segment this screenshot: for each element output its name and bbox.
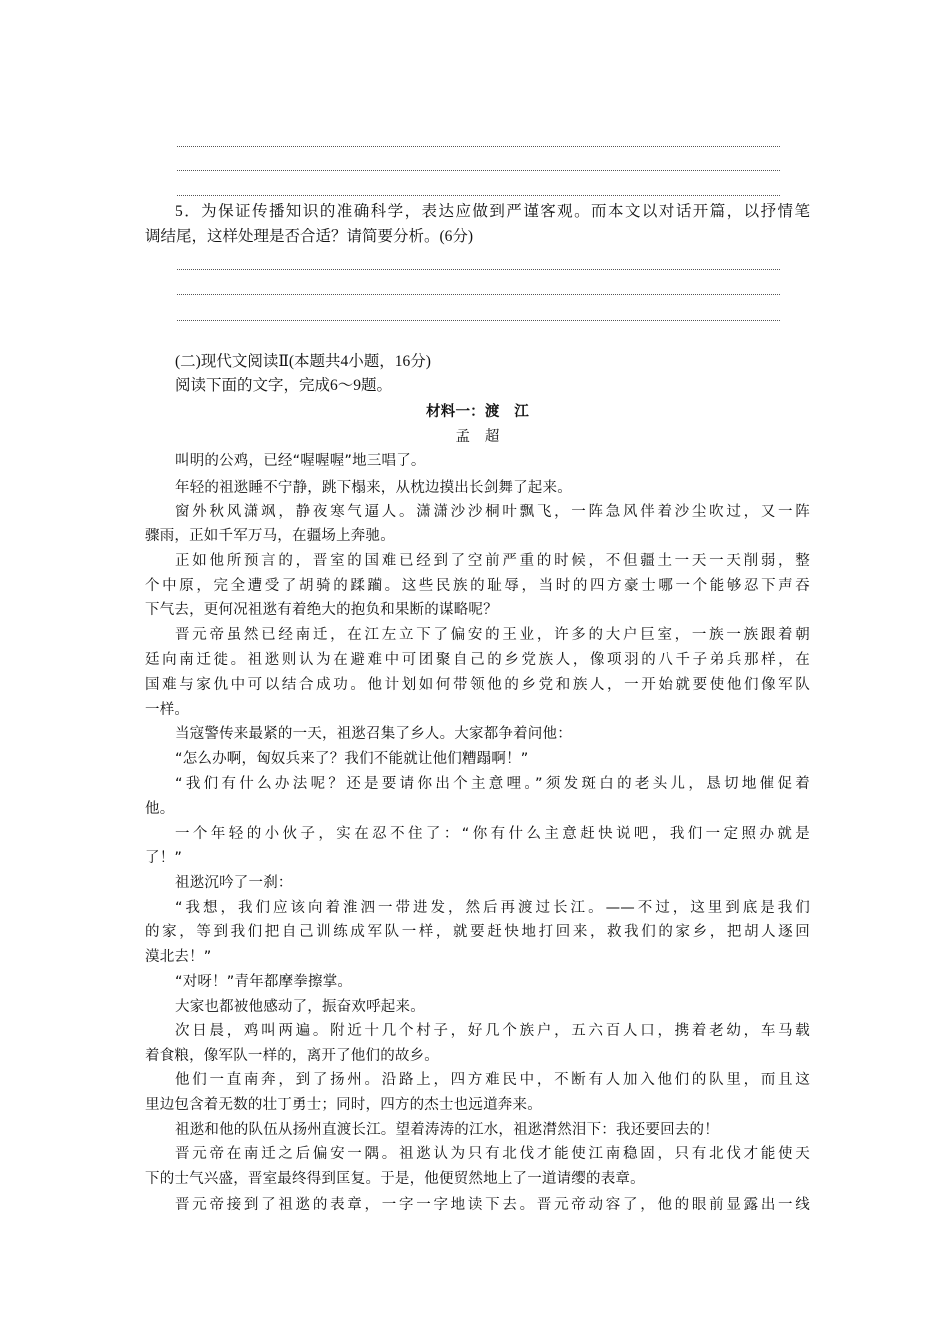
article-line: “我们有什么办法呢？还是要请你出个主意哩。”须发斑白的老头儿，恳切地催促着 bbox=[175, 776, 810, 792]
answer-line[interactable] bbox=[177, 170, 780, 171]
answer-line[interactable] bbox=[177, 269, 780, 270]
article-line: 晋元帝在南迁之后偏安一隅。祖逖认为只有北伐才能使江南稳固，只有北伐才能使天 bbox=[175, 1146, 810, 1162]
article-line: 了！” bbox=[145, 850, 183, 866]
article-line: 窗外秋风潇飒，静夜寒气逼人。潇潇沙沙桐叶飘飞，一阵急风伴着沙尘吹过，又一阵 bbox=[175, 504, 810, 520]
section-heading: (二)现代文阅读Ⅱ(本题共4小题，16分) bbox=[175, 353, 431, 370]
article-line: 骤雨，正如千军万马，在疆场上奔驰。 bbox=[145, 528, 395, 544]
article-author: 孟 超 bbox=[455, 429, 500, 445]
question-5-line-1: 5．为保证传播知识的准确科学，表达应做到严谨客观。而本文以对话开篇，以抒情笔 bbox=[175, 203, 810, 220]
article-line: “怎么办啊，匈奴兵来了？我们不能就让他们糟蹋啊！” bbox=[175, 751, 529, 767]
article-line: 叫明的公鸡，已经“喔喔喔”地三唱了。 bbox=[175, 453, 426, 469]
article-line: 祖逖和他的队伍从扬州直渡长江。望着涛涛的江水，祖逖潸然泪下：我还要回去的！ bbox=[175, 1122, 719, 1138]
article-line: 次日晨，鸡叫两遍。附近十几个村子，好几个族户，五六百人口，携着老幼，车马载 bbox=[175, 1023, 810, 1039]
article-title: 材料一：渡 江 bbox=[426, 404, 529, 420]
question-5-line-2: 调结尾，这样处理是否合适？请简要分析。(6分) bbox=[145, 228, 474, 245]
article-line: 祖逖沉吟了一刹： bbox=[175, 875, 293, 891]
article-line: 他们一直南奔，到了扬州。沿路上，四方难民中，不断有人加入他们的队里，而且这 bbox=[175, 1072, 810, 1088]
answer-line[interactable] bbox=[177, 320, 780, 321]
answer-line[interactable] bbox=[177, 195, 780, 196]
article-line: 大家也都被他感动了，振奋欢呼起来。 bbox=[175, 999, 425, 1015]
article-line: 漠北去！” bbox=[145, 949, 212, 965]
article-line: 一个年轻的小伙子，实在忍不住了：“你有什么主意赶快说吧，我们一定照办就是 bbox=[175, 826, 810, 842]
article-line: 着食粮，像军队一样的，离开了他们的故乡。 bbox=[145, 1048, 439, 1064]
article-line: 个中原，完全遭受了胡骑的蹂躏。这些民族的耻辱，当时的四方豪士哪一个能够忍下声吞 bbox=[145, 578, 810, 594]
article-line: 里边包含着无数的壮丁勇士；同时，四方的杰士也远道奔来。 bbox=[145, 1097, 542, 1113]
article-line: “我想，我们应该向着淮泗一带进发，然后再渡过长江。——不过，这里到底是我们 bbox=[175, 900, 810, 916]
section-instruction: 阅读下面的文字，完成6～9题。 bbox=[175, 377, 393, 394]
answer-line[interactable] bbox=[177, 294, 780, 295]
article-line: 廷向南迁徙。祖逖则认为在避难中可团聚自己的乡党族人，像项羽的八千子弟兵那样，在 bbox=[145, 652, 810, 668]
article-line: 下气去，更何况祖逖有着绝大的抱负和果断的谋略呢？ bbox=[145, 602, 498, 618]
article-line: 一样。 bbox=[145, 702, 190, 718]
answer-line[interactable] bbox=[177, 146, 780, 147]
article-line: 晋元帝虽然已经南迁，在江左立下了偏安的王业，许多的大户巨室，一族一族跟着朝 bbox=[175, 627, 810, 643]
article-line: 当寇警传来最紧的一天，祖逖召集了乡人。大家都争着问他： bbox=[175, 726, 572, 742]
article-line: 晋元帝接到了祖逖的表章，一字一字地读下去。晋元帝动容了，他的眼前显露出一线 bbox=[175, 1197, 810, 1213]
article-line: 他。 bbox=[145, 801, 175, 817]
article-line: 正如他所预言的，晋室的国难已经到了空前严重的时候，不但疆土一天一天削弱，整 bbox=[175, 553, 810, 569]
article-line: 的家，等到我们把自己训练成军队一样，就要赶快地打回来，救我们的家乡，把胡人逐回 bbox=[145, 924, 810, 940]
article-line: “对呀！”青年都摩拳擦掌。 bbox=[175, 974, 353, 990]
article-line: 年轻的祖逖睡不宁静，跳下榻来，从枕边摸出长剑舞了起来。 bbox=[175, 480, 572, 496]
article-line: 下的士气兴盛，晋室最终得到匡复。于是，他便贸然地上了一道请缨的表章。 bbox=[145, 1171, 645, 1187]
article-line: 国难与家仇中可以结合成功。他计划如何带领他的乡党和族人，一开始就要使他们像军队 bbox=[145, 677, 810, 693]
